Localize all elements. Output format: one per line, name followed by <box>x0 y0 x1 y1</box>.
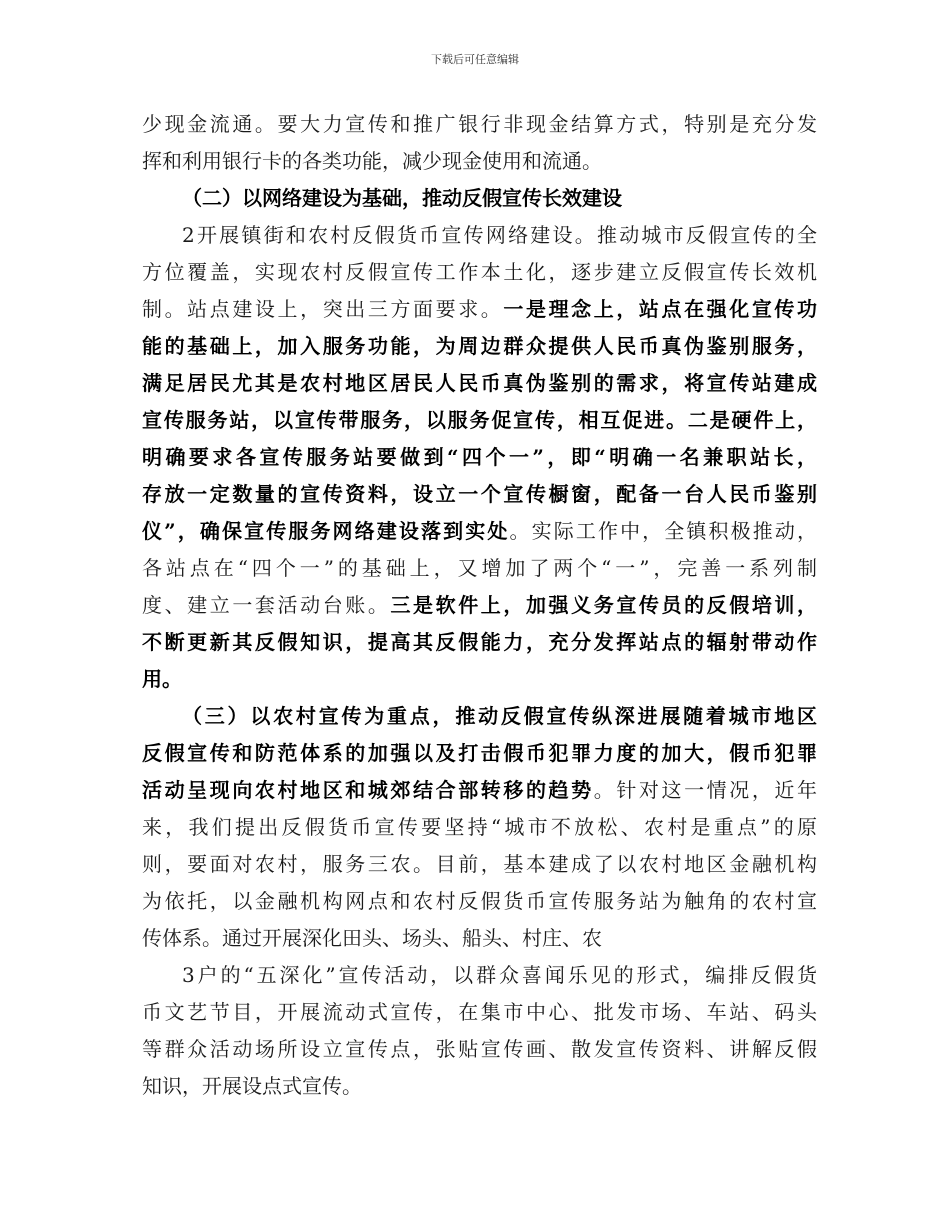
text-line <box>142 920 817 957</box>
text-line <box>142 439 817 476</box>
text-segment: 各站点在“四个一”的基础上，又增加了两个“一”，完善一系列制 <box>142 556 817 580</box>
text-line <box>142 587 817 624</box>
text-segment: 3户的“五深化”宣传活动，以群众喜闻乐见的形式，编排反假货 <box>182 963 817 987</box>
text-segment: 挥和利用银行卡的各类功能，减少现金使用和流通。 <box>142 149 602 173</box>
bold-text-segment: 存放一定数量的宣传资料，设立一个宣传橱窗，配备一台人民币鉴别 <box>142 482 817 506</box>
text-line <box>142 476 817 513</box>
bold-text-segment: （二）以网络建设为基础，推动反假宣传长效建设 <box>182 186 622 210</box>
text-line <box>142 328 817 365</box>
text-segment: 2开展镇街和农村反假货币宣传网络建设。推动城市反假宣传的全 <box>182 223 817 247</box>
text-line <box>142 217 817 254</box>
text-segment: 。针对这一情况，近年 <box>593 778 818 802</box>
text-segment: 制。站点建设上，突出三方面要求。 <box>142 297 504 321</box>
text-line <box>142 254 817 291</box>
text-line <box>142 291 817 328</box>
bold-text-segment: 仪”，确保宣传服务网络建设落到实处 <box>142 519 510 543</box>
text-segment: 知识，开展设点式宣传。 <box>142 1074 362 1098</box>
bold-text-segment: 不断更新其反假知识，提高其反假能力，充分发挥站点的辐射带动作 <box>142 630 817 654</box>
bold-text-segment: 一是理念上，站点在强化宣传功 <box>503 297 818 321</box>
text-segment: 为依托，以金融机构网点和农村反假货币宣传服务站为触角的农村宣 <box>142 889 817 913</box>
text-segment: 等群众活动场所设立宣传点，张贴宣传画、散发宣传资料、讲解反假 <box>142 1037 817 1061</box>
text-line <box>142 106 817 143</box>
text-line <box>142 735 817 772</box>
bold-text-segment: 反假宣传和防范体系的加强以及打击假币犯罪力度的加大，假币犯罪 <box>142 741 817 765</box>
text-line <box>142 661 817 698</box>
text-line <box>142 772 817 809</box>
text-line <box>142 698 817 735</box>
text-segment: 。实际工作中，全镇积极推动， <box>509 519 817 543</box>
bold-text-segment: 明确要求各宣传服务站要做到“四个一”，即“明确一名兼职站长， <box>142 445 817 469</box>
text-line <box>142 1068 817 1105</box>
bold-text-segment: 活动呈现向农村地区和城郊结合部转移的趋势 <box>142 778 594 802</box>
text-line <box>142 1031 817 1068</box>
bold-text-segment: （三）以农村宣传为重点，推动反假宣传纵深进展随着城市地区 <box>182 704 817 728</box>
bold-text-segment: 满足居民尤其是农村地区居民人民币真伪鉴别的需求，将宣传站建成 <box>142 371 817 395</box>
text-line <box>142 624 817 661</box>
text-segment: 传体系。通过开展深化田头、场头、船头、村庄、农 <box>142 926 602 950</box>
text-segment: 来，我们提出反假货币宣传要坚持“城市不放松、农村是重点”的原 <box>142 815 817 839</box>
text-line <box>142 809 817 846</box>
text-segment: 度、建立一套活动台账。 <box>142 593 391 617</box>
document-body <box>142 106 817 1105</box>
bold-text-segment: 能的基础上，加入服务功能，为周边群众提供人民币真伪鉴别服务， <box>142 334 817 358</box>
text-line <box>142 994 817 1031</box>
page-header: 下载后可任意编辑 <box>431 53 519 66</box>
bold-text-segment: 宣传服务站，以宣传带服务，以服务促宣传，相互促进。二是硬件上， <box>142 408 817 432</box>
text-segment: 方位覆盖，实现农村反假宣传工作本土化，逐步建立反假宣传长效机 <box>142 260 817 284</box>
text-line <box>142 846 817 883</box>
text-line <box>142 550 817 587</box>
text-line <box>142 143 817 180</box>
text-line <box>142 365 817 402</box>
text-line <box>142 180 817 217</box>
text-line <box>142 957 817 994</box>
text-segment: 币文艺节目，开展流动式宣传，在集市中心、批发市场、车站、码头 <box>142 1000 817 1024</box>
text-line <box>142 883 817 920</box>
text-line <box>142 513 817 550</box>
bold-text-segment: 三是软件上，加强义务宣传员的反假培训， <box>390 593 818 617</box>
text-segment: 则，要面对农村，服务三农。目前，基本建成了以农村地区金融机构 <box>142 852 817 876</box>
text-line <box>142 402 817 439</box>
text-segment: 少现金流通。要大力宣传和推广银行非现金结算方式，特别是充分发 <box>142 112 817 136</box>
bold-text-segment: 用。 <box>142 667 182 691</box>
